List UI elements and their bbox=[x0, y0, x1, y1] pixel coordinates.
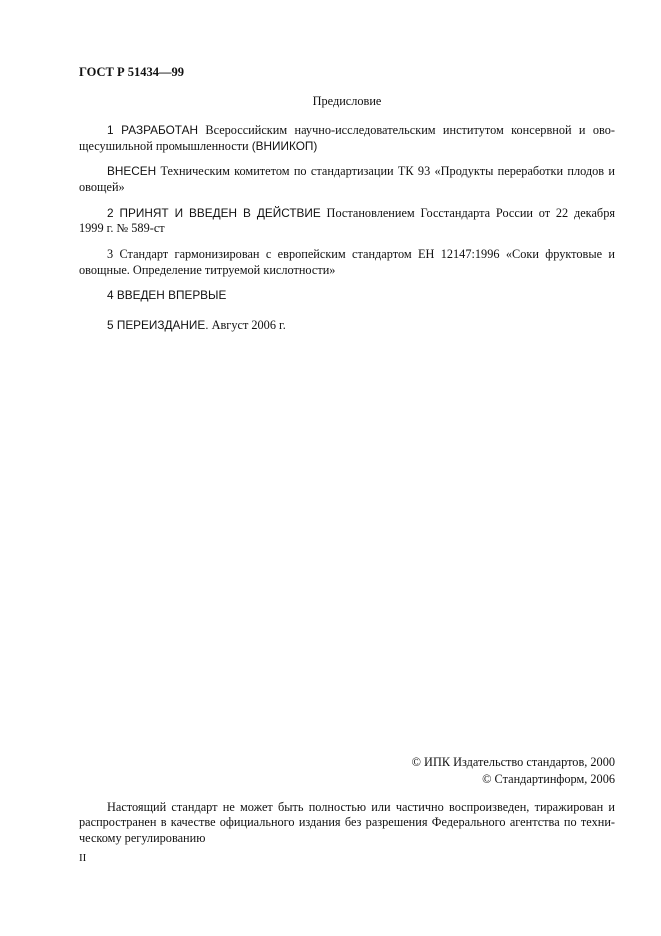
item-introduced-lead: ВНЕСЕН bbox=[107, 164, 157, 178]
notice-line-3: ческому регулированию bbox=[79, 831, 206, 845]
item-1-line-1 bbox=[79, 123, 615, 137]
item-5-text: Август 2006 г. bbox=[208, 318, 286, 332]
item-1-text: Всероссийским научно-исследовательским институтом консервной и ово- bbox=[198, 123, 615, 137]
copyright-line-1: © ИПК Издательство стандартов, 2000 bbox=[411, 755, 615, 769]
copyright-line-2: © Стандартинформ, 2006 bbox=[482, 772, 615, 786]
item-4: 4 ВВЕДЕН ВПЕРВЫЕ bbox=[107, 288, 227, 302]
item-1-abbr: (ВНИИКОП) bbox=[251, 139, 318, 153]
item-1-lead: 1 РАЗРАБОТАН bbox=[107, 123, 199, 137]
item-2-line-2: 1999 г. № 589-ст bbox=[79, 221, 165, 235]
page-title: Предисловие bbox=[312, 94, 382, 108]
item-2-lead: 2 ПРИНЯТ И ВВЕДЕН В ДЕЙСТВИЕ bbox=[107, 206, 321, 220]
item-5-lead: 5 ПЕРЕИЗДАНИЕ. bbox=[107, 318, 209, 332]
item-5 bbox=[79, 318, 615, 332]
item-3-line-2: овощные. Определение титруемой кислотности» bbox=[79, 263, 336, 277]
item-1-text-2: щесушильной промышленности bbox=[79, 139, 252, 153]
document-number: ГОСТ Р 51434—99 bbox=[79, 65, 185, 79]
notice-line-1: Настоящий стандарт не может быть полностью или частично воспроизведен, тиражирован и bbox=[107, 800, 615, 814]
item-introduced-line-2: овощей» bbox=[79, 180, 125, 194]
item-1-line-2 bbox=[79, 139, 615, 153]
page-number: II bbox=[79, 852, 87, 864]
notice-line-2: распространен в качестве официального издания без разрешения Федерального агентства по техни- bbox=[79, 815, 615, 829]
item-introduced-text: Техническим комитетом по стандартизации ТК 93 «Продукты переработки плодов и bbox=[156, 164, 615, 178]
item-2-line-1 bbox=[79, 206, 615, 220]
item-3-line-1: 3 Стандарт гармонизирован с европейским стандартом ЕН 12147:1996 «Соки фруктовые и bbox=[107, 247, 615, 261]
item-introduced-line-1 bbox=[79, 164, 615, 178]
item-2-text: Постановлением Госстандарта России от 22 декабря bbox=[320, 206, 615, 220]
